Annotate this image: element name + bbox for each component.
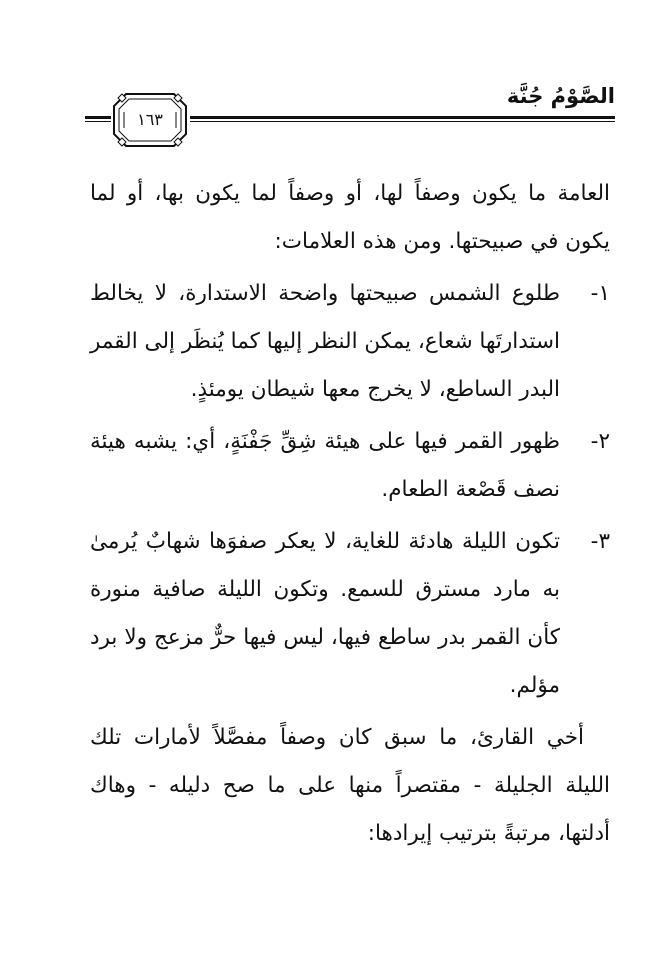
closing-paragraph: أخي القارئ، ما سبق كان وصفاً مفصَّلاً لأمارات تلك الليلة الجليلة - مقتصراً منها على ما صح دليله - وهاك أدلتها، مرتبةً بترتيب إيرادها: (90, 725, 610, 846)
list-item-number: ٣- (590, 529, 610, 554)
page-number-frame (112, 92, 188, 148)
header-rule-right (190, 116, 615, 122)
page-number: ١٦٣ (137, 110, 163, 129)
list-item-number: ١- (590, 281, 610, 306)
list-item (90, 518, 610, 710)
page-header (85, 82, 615, 132)
running-title: الصَّوْمُ جُنَّة (506, 84, 615, 108)
main-text (90, 170, 610, 862)
header-rule-left (85, 116, 111, 122)
intro-paragraph: العامة ما يكون وصفاً لها، أو وصفاً لما يكون بها، أو لما يكون في صبيحتها. ومن هذه العلامات: (90, 181, 610, 254)
list-item-text: تكون الليلة هادئة للغاية، لا يعكر صفوَها شهابٌ يُرمىٰ به مارد مسترق للسمع. وتكون الليلة صافية منورة كأن القمر بدر ساطع فيها، ليس فيها حرٌّ مزعج ولا برد مؤلم. (90, 529, 560, 698)
list-item-text: ظهور القمر فيها على هيئة شِقِّ جَفْنَةٍ، أي: يشبه هيئة نصف قَصْعة الطعام. (90, 429, 560, 502)
list-item-number: ٢- (590, 429, 610, 454)
list-item-text: طلوع الشمس صبيحتها واضحة الاستدارة، لا يخالط استدارتَها شعاع، يمكن النظر إليها كما يُنظَر إلى القمر البدر الساطع، لا يخرج معها شيطان يومئذٍ. (90, 281, 560, 402)
list-item (90, 270, 610, 414)
list-item (90, 418, 610, 514)
